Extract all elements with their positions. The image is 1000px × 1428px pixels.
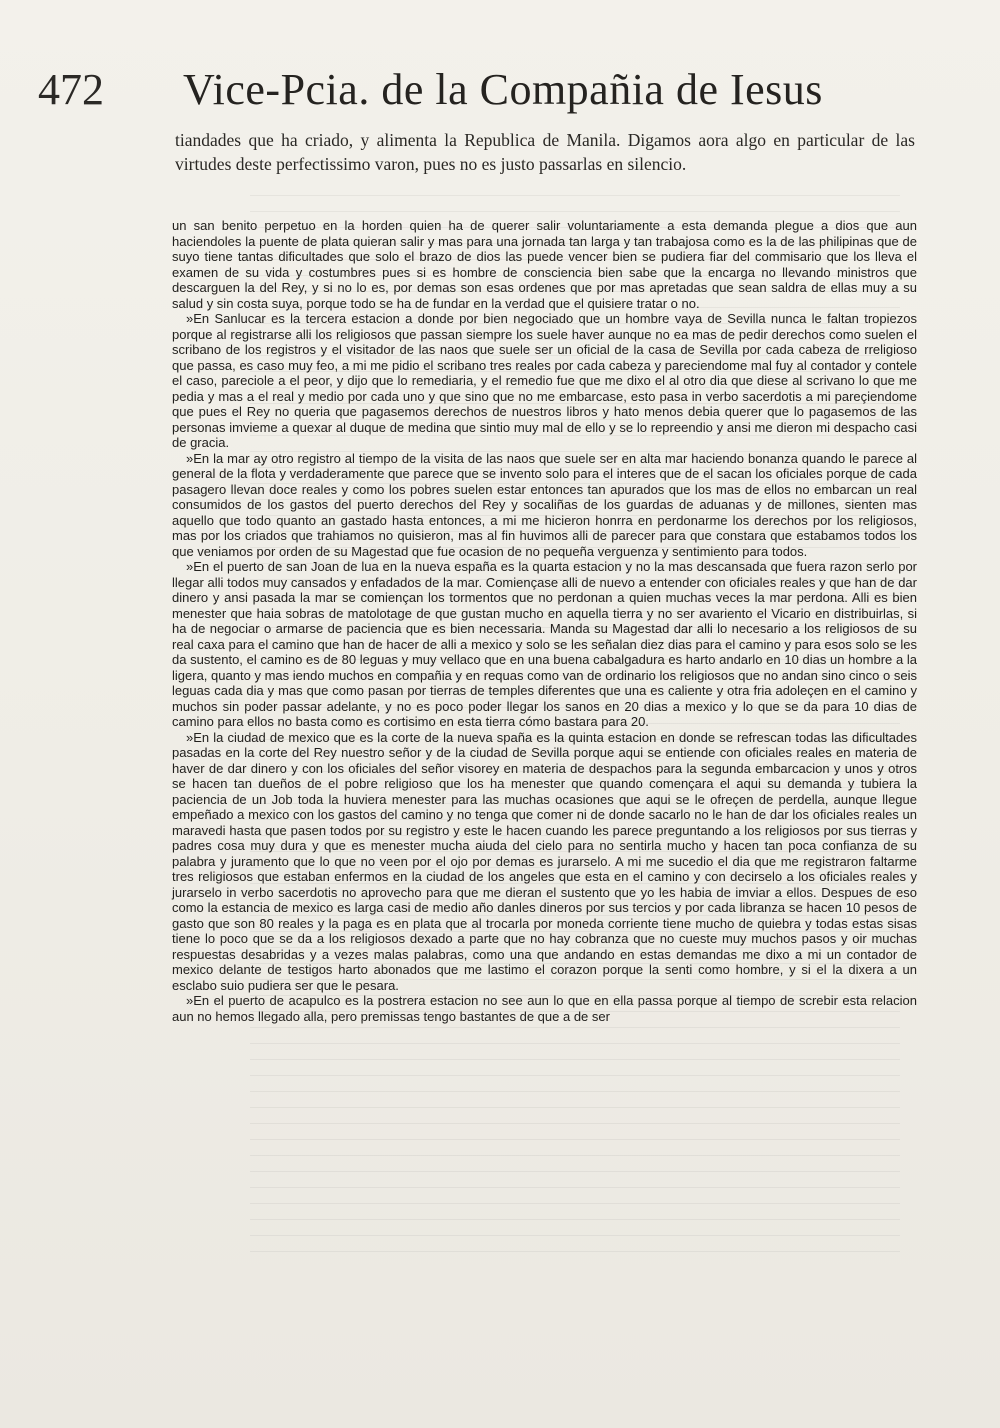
page-number: 472 <box>38 65 104 114</box>
body-paragraph: »En la ciudad de mexico que es la corte de la nueva spaña es la quinta estacion en donde se refrescan todas las dificultades pasadas en la corte del Rey nuestro señor y de la ciudad de Sevilla porque aqui se entiende con oficiales reales en materia de haver de dar dinero y con los oficiales del señor visorey en materia de despachos para la segunda embarcacion y unos y otros se hacen tan dueños de el pobre religioso que los ha menester que quando començara el aqui su demanda y tubiera la paciencia de un Job toda la huviera menester para las muchas ocasiones que aqui se le ofreçen de perdella, aunque llegue empeñado a mexico con los gastos del camino y no tenga que comer ni de donde sacarlo no le han de dar los oficiales reales un maravedi hasta que pasen todos por su registro y este le hacen cuando les parece preguntando a los religiosos por sus tierras y padres cosa muy dura y que es menester mucha aiuda del cielo para no sentirla mucho y hacen tan poca confianza de su palabra y juramento que lo que no veen por el ojo por demas es jurarselo. A mi me sucedio el dia que me registraron faltarme tres religiosos que estaban enfermos en la ciudad de los angeles que esta en el camino y con decirselo a los oficiales reales y jurarselo in verbo sacerdotis no aprovecho para que me dieran el sustento que yo les habia de imviar a ellos. Despues de eso como la estancia de mexico es larga casi de medio año danles dineros por sus tercios y por cada libranza se hacen 10 pesos de gasto que son 80 reales y la paga es en plata que al trocarla por moneda corriente tiene mucho de quiebra y todas estas sisas tiene lo poco que se da a los religiosos dexado a parte que no hay cobranza que no cueste muy muchos pasos y oir muchas respuestas desabridas y a vezes malas palabras, como una que andando en estas demandas me dixo a mi un contador de mexico delante de testigos harto abonados que me lastimo el corazon porque la senti como hombre, y si el la dixera a un esclabo suio pudiera ser que le pesara. <box>172 729 917 993</box>
body-paragraph: »En Sanlucar es la tercera estacion a donde por bien negociado que un hombre vaya de Sevilla nunca le faltan tropiezos porque al registrarse alli los religiosos que passan siempre los suele haver aunque no ea mas de pedir derechos como suelen el scribano de los registros y el visitador de las naos que suele ser un oficial de la casa de Sevilla por cada cabeza de rreligioso que passa, es caso muy feo, a mi me pidio el scribano tres reales por cada cabeza y pareciendome mal fuy al contador y contele el caso, pareciole a el peor, y dijo que lo remediaria, y el remedio fue que me dixo el al otro dia que diese al scrivano lo que me pedia y mas a el real y medio por cada uno y que sino que no me embarcase, esto pasa in verbo sacerdotis a mi pareçiendome que pues el Rey no queria que pagasemos derechos de nuestros libros y hato menos debia querer que lo pagasemos de las personas imvieme a quexar al duque de medina que sintio muy mal de ello y se lo repreendio y ansi me dieron mi despacho casi de gracia. <box>172 311 917 450</box>
page-header <box>38 62 918 122</box>
body-paragraph: »En el puerto de acapulco es la postrera estacion no see aun lo que en ella passa porque al tiempo de screbir esta relacion aun no hemos llegado alla, pero premissas tengo bastantes de que a de ser <box>172 993 917 1024</box>
running-head: Vice-Pcia. de la Compañia de Iesus <box>183 65 823 114</box>
intro-paragraph-block <box>175 128 915 176</box>
relation-text-block <box>172 218 917 1024</box>
body-paragraph: »En el puerto de san Joan de lua en la nueva españa es la quarta estacion y no la mas descansada que fuera razon serlo por llegar alli todos muy cansados y enfadados de la mar. Comiençase alli de nuevo a entender con oficiales reales y que han de dar dinero y ansi pasada la mar se comiençan los tormentos que no perdonan a quien muchas veces la mar perdona. Alli es bien menester que haia sobras de matolotage de que gustan mucho en aquella tierra y no ser avariento el Vicario en distribuirlas, si ha de negociar o armarse de paciencia que es bien necessaria. Manda su Magestad dar alli lo necesario a los religiosos de su real caxa para el camino que han de hacer de alli a mexico y solo se les señalan diez dias para el camino y para esos solo se les da sustento, el camino es de 80 leguas y muy vellaco que en una buena cabalgadura es harto andarlo en 10 dias un hombre a la ligera, quanto y mas iendo muchos en compañia y en requas como van de ordinario los religiosos que no andan sino cinco o seis leguas cada dia y mas que como pasan por tierras de temples diferentes que una es caliente y otra fria adoleçen en el camino y muchos sin poder passar adelante, y no es poco poder llegar los sanos en 20 dias a mexico y lo que se da para 10 dias de camino para ellos no basta como es cortisimo en esta tierra cómo bastara para 20. <box>172 559 917 729</box>
intro-paragraph: tiandades que ha criado, y alimenta la Republica de Manila. Digamos aora algo en particular de las virtudes deste perfectissimo varon, pues no es justo passarlas en silencio. <box>175 130 915 174</box>
body-paragraph: un san benito perpetuo en la horden quien ha de querer salir voluntariamente a esta demanda plegue a dios que aun haciendoles la puente de plata quieran salir y mas para una jornada tan larga y tan trabajosa como es la de las philipinas que de suyo tiene tantas dificultades que solo el brazo de dios las puede vencer bien se pudiera fiar del commisario que los lleva el examen de su vida y costumbres pues si es hombre de consciencia bien sabe que la encarga no llevando ministros que descarguen la del Rey, y si no lo es, por demas son esas ordenes que por mas apretadas que sean saldra de ellas muy a su salud y sin costa suya, porque todo se ha de fundar en la verdad que el quisiere tratar o no. <box>172 218 917 311</box>
body-paragraph: »En la mar ay otro registro al tiempo de la visita de las naos que suele ser en alta mar haciendo bonanza quando le parece al general de la flota y verdaderamente que parece que se invento solo para el interes que de el sacan los oficiales porque de cada pasagero llevan doce reales y como los pobres suelen estar entonces tan apurados que los mas de ellos no embarcan un real consumidos de los gastos del puerto derechos del Rey y socaliñas de los guardas de aduanas y de millones, sienten mas aquello que todo quanto an gastado hasta entonces, a mi me hicieron honrra en perdonarme los derechos por los religiosos, mas por los criados que trahiamos no quisieron, mas al fin huvimos alli de parecer para que constara que estabamos todos los que veniamos por orden de su Magestad que fue ocasion de no pequeña verguenza y sentimiento para todos. <box>172 450 917 559</box>
